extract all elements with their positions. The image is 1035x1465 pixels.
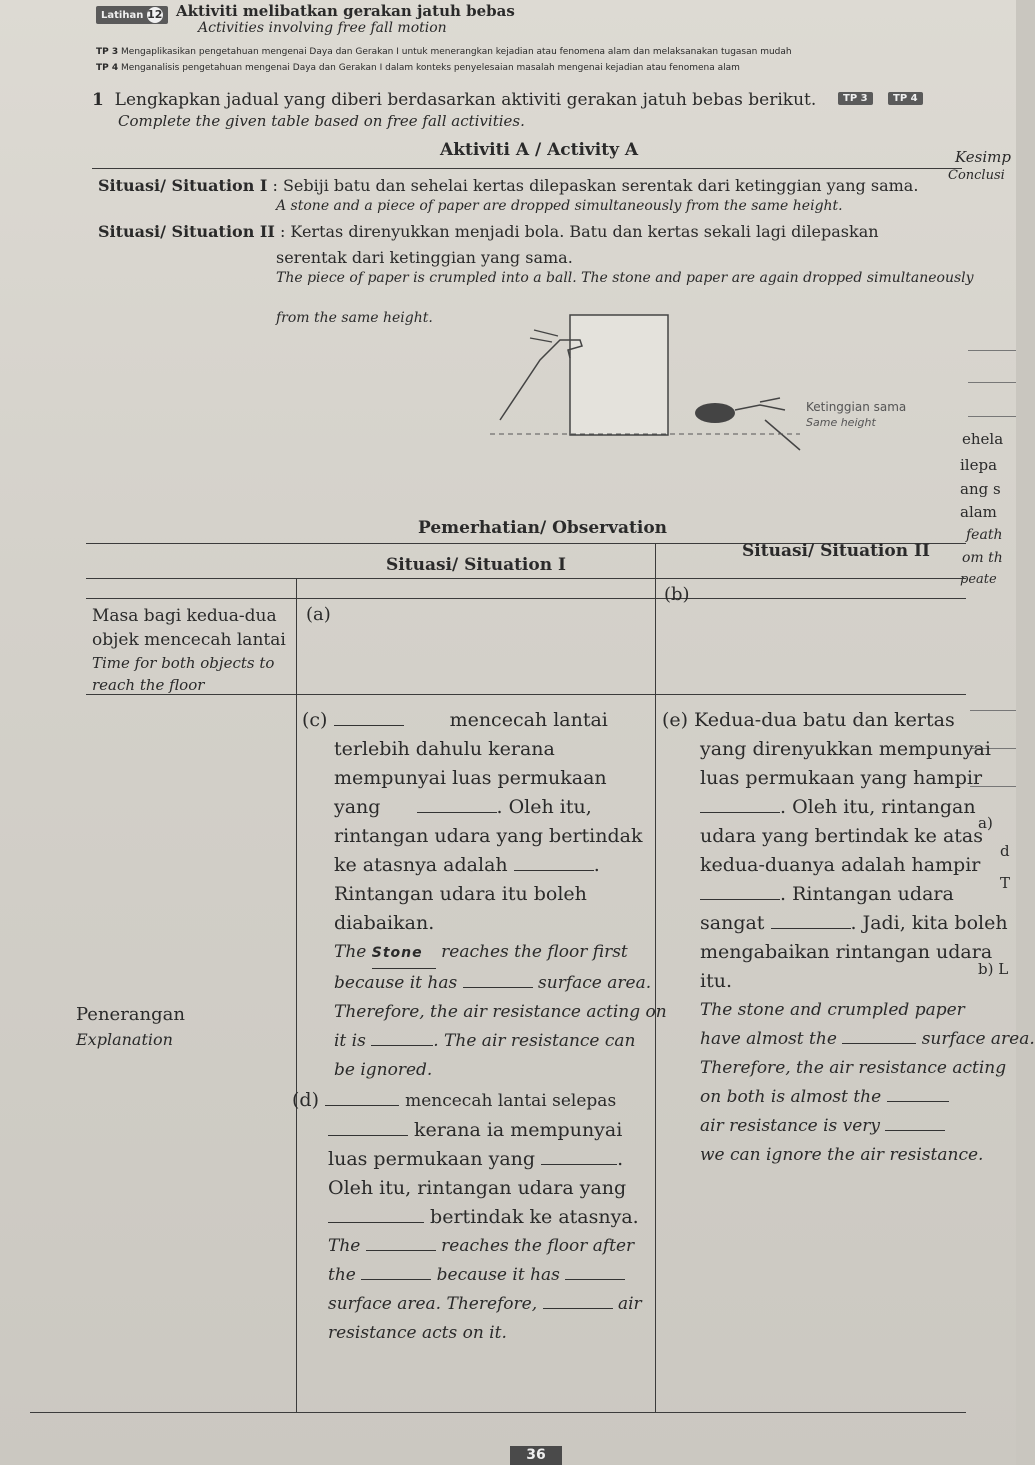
row2-label-ms: Penerangan [76,1004,185,1025]
blank-e5[interactable] [887,1101,949,1102]
height-label-ms: Ketinggian sama [806,400,907,414]
tp3-badge: TP 3 [838,92,873,105]
margin-fragment: feath [966,527,1003,543]
paper-sheet [570,315,668,435]
row1-label-en: Time for both objects to reach the floor [92,654,275,694]
margin-fragment: ehela [962,430,1004,448]
table-bottom-rule [30,1412,966,1413]
blank-e4[interactable] [842,1043,916,1044]
situation2-en: The piece of paper is crumpled into a ball. The stone and paper are again dropped simultaneously [276,270,974,286]
hand-holding-stone [735,398,800,450]
situation1-header: Situasi/ Situation I [386,555,566,575]
blank-d2[interactable] [328,1135,408,1136]
row1-label-ms: Masa bagi kedua-dua objek mencecah lantai [92,606,286,650]
margin-fragment: b) L [978,960,1009,978]
blank-d1[interactable] [325,1105,399,1106]
situation2-description: Situasi/ Situation II : Kertas direnyukkan menjadi bola. Batu dan kertas sekali lagi dilepaskan [98,222,879,241]
situation1-description: Situasi/ Situation I : Sebiji batu dan sehelai kertas dilepaskan serentak dari ketinggian yang sama. [98,176,919,195]
activity-title: Aktiviti A / Activity A [440,140,639,160]
blank-d5[interactable] [366,1250,436,1251]
blank-e1[interactable] [700,812,780,813]
question-line: 1 Lengkapkan jadual yang diberi berdasarkan aktiviti gerakan jatuh bebas berikut. [92,90,817,110]
blank-e6[interactable] [885,1130,945,1131]
answer-a-field[interactable] [340,604,640,626]
cell-c: (c) mencecah lantai terlebih dahulu kerana mempunyai luas permukaan yang . Oleh itu, rintangan udara yang bertindak ke atasnya adalah . Rintangan udara itu boleh diabaikan. The Stone reaches the floor first because it has surface area. Therefore, the air resistance acting on it is . The air resistance can be ignored. [302,709,667,1080]
answer-b-field[interactable] [700,588,950,610]
latihan-badge: Latihan 12 [96,6,168,24]
blank-c5[interactable] [371,1045,433,1046]
margin-fragment: ilepa [960,456,998,474]
situation2-en-line2: from the same height. [276,310,433,326]
answer-a-label: (a) [306,604,331,625]
drop-illustration [440,310,960,460]
cell-e: (e) Kedua-dua batu dan kertas yang direnyukkan mempunyai luas permukaan yang hampir . Oleh itu, rintangan udara yang bertindak ke atas kedua-duanya adalah hampir . Rintangan udara sangat . Jadi, kita boleh mengabaikan rintangan udara itu. The stone and crumpled paper have almost the surface area. Therefore, the air resistance acting on both is almost the air resistance is very we can ignore the air resistance. [662,709,1035,1165]
question-en: Complete the given table based on free fall activities. [118,112,525,130]
page-number: 36 [510,1446,562,1465]
tp4-badge: TP 4 [888,92,923,105]
margin-fragment: alam [960,503,997,521]
row2-label-en: Explanation [76,1030,173,1049]
handwritten-answer-stone[interactable]: Stone [372,939,436,969]
blank-d4[interactable] [328,1222,424,1223]
margin-fragment: om th [962,550,1003,566]
activity-top-rule [92,168,962,169]
margin-fragment: peate [960,572,997,587]
tp3-descriptor: TP 3 Mengaplikasikan pengetahuan mengenai Daya dan Gerakan I untuk menerangkan kejadian atau fenomena alam dan melaksanakan tugasan mudah [96,47,792,57]
margin-fragment: ang s [960,480,1001,498]
blank-c2[interactable] [417,812,497,813]
situation2-header: Situasi/ Situation II [742,541,930,561]
cell-d: (d) mencecah lantai selepas kerana ia mempunyai luas permukaan yang . Oleh itu, rintangan udara yang bertindak ke atasnya. The reaches the floor after the because it has surface area. Therefore, air resistance acts on it. [292,1089,642,1343]
situation1-en: A stone and a piece of paper are dropped simultaneously from the same height. [276,198,843,214]
blank-e2[interactable] [700,899,780,900]
margin-fragment: d [1000,842,1010,860]
exercise-title-en: Activities involving free fall motion [198,20,447,36]
situation2-line2: serentak dari ketinggian yang sama. [276,248,573,267]
exercise-title-ms: Aktiviti melibatkan gerakan jatuh bebas [176,2,515,20]
blank-e3[interactable] [771,928,851,929]
height-label-en: Same height [806,416,876,429]
margin-kesimpulan: Kesimp [955,148,1012,166]
blank-c3[interactable] [514,870,594,871]
tp4-descriptor: TP 4 Menganalisis pengetahuan mengenai Daya dan Gerakan I dalam konteks penyelesaian masalah mengenai kejadian atau fenomena alam [96,63,740,73]
observation-header: Pemerhatian/ Observation [418,518,668,538]
answer-b-label: (b) [664,584,690,605]
blank-d8[interactable] [543,1308,613,1309]
margin-fragment: T [1000,874,1011,892]
blank-c1[interactable] [334,725,404,726]
margin-conclusion: Conclusi [948,168,1005,183]
blank-d7[interactable] [565,1279,625,1280]
stone [695,403,735,423]
blank-d6[interactable] [361,1279,431,1280]
blank-d3[interactable] [541,1164,617,1165]
blank-c4[interactable] [463,987,533,988]
margin-fragment: a) [978,814,993,832]
